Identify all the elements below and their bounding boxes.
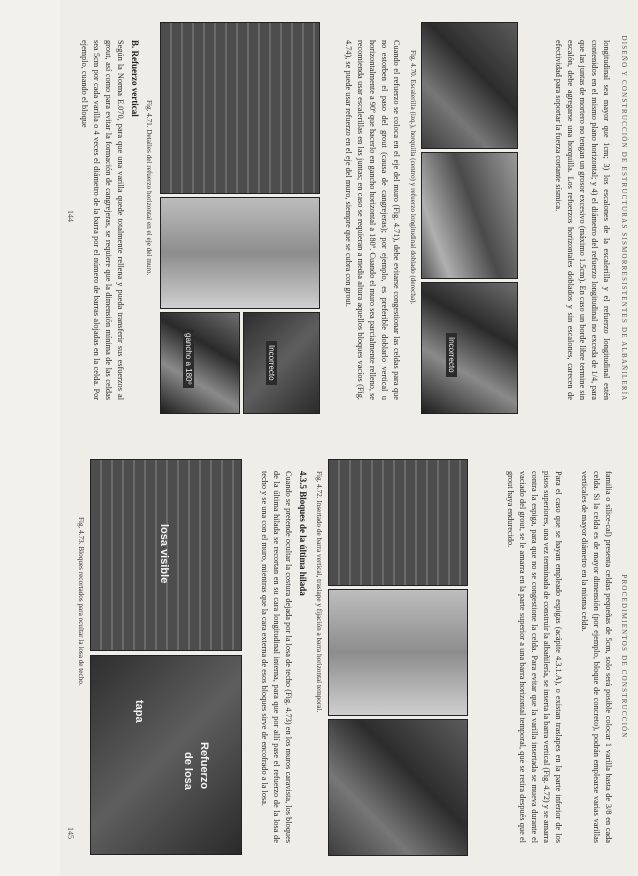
label-gancho: gancho a 180º (183, 329, 194, 388)
photo-refuerzo-eje-muro (160, 22, 320, 194)
photo-detalle-2 (160, 312, 240, 414)
photo-detalle-1 (243, 312, 320, 414)
paragraph: Para el caso que se hayan empleado espigas (acápite 4.3.1.A), o existan traslapes en la parte inferior de los pisos superiores, una vez terminada de construir la albañilería, se inserta la barra vertical (Fig. 4.72) y se amarra contra la espiga, para que no se congestione la celda. Para evitar que la varilla insertada se mueva durante el vaciado del grout, se le amarra en la parte superior a una barra horizontal temporal, que se retira después que el grout haya endurecido. (506, 471, 563, 843)
paragraph: familia o sílice-cal) presenta celdas pequeñas de 5cm, solo será posible colocar 1 varilla hasta de 3/8 en cada celda. Si la celda es de mayor dimensión (por ejemplo, bloque de concreto), podrán emplearse varias varillas verticales de mayor diámetro en la misma celda. (580, 471, 613, 843)
page-number: 145 (66, 827, 75, 839)
photo-refuerzo-doblado (421, 282, 518, 414)
running-header: DISEÑO Y CONSTRUCCIÓN DE ESTRUCTURAS SISMORRESISTENTES DE ALBAÑILERÍA (620, 35, 628, 402)
page-margin (0, 0, 60, 876)
paragraph: Según la Norma E.070, para que una varilla quede totalmente rellena y pueda transferir sus esfuerzos al grout, así como para evitar la formación de cangrejeras, se requiere que la dimensión mínima de las celdas sea 5cm por cada varilla o 4 veces el diámetro de la barra por el número de barras alojadas en la celda. Por ejemplo, cuando el bloque (80, 40, 125, 400)
left-page (60, 0, 638, 438)
figure-caption: Fig. 4.72. Insertado de barra vertical, traslape y fijación a barra horizontal temporal. (315, 471, 323, 713)
label-tapa: tapa (133, 700, 145, 723)
photo-insertado-barra (328, 459, 468, 586)
label-incorrecto: Incorrecto (266, 341, 277, 385)
label-incorrecto: Incorrecto (446, 333, 457, 377)
paragraph: longitudinal sea mayor que 1cm; 3) los escalones de la escalerilla y el refuerzo longitudinal estén contenidos en el mismo plano horizontal; y 4) el diámetro del refuerzo longitudinal no exceda de 1/4, para que las juntas de mortero no tengan un grosor excesivo (máximo 1.5cm). En caso un borde libre termine sin escalón, debe agregarse una horquilla. Los refuerzos horizontales doblados y sin escalones, carecen de efectividad para soportar la fuerza cortante sísmica. (554, 40, 611, 400)
right-page (60, 437, 638, 876)
figure-caption: Fig. 4.73. Bloques recortados para ocultar la losa de techo. (77, 517, 85, 686)
section-title: 4.3.5 Bloques de la última hilada (298, 471, 308, 596)
label-de-losa: de losa (182, 752, 194, 790)
photo-traslape (328, 589, 468, 716)
photo-refuerzo-vertical (160, 197, 320, 309)
label-refuerzo: Refuerzo (198, 742, 210, 790)
running-header: PROCEDIMIENTOS DE CONSTRUCCIÓN (620, 574, 628, 739)
figure-caption: Fig. 4.71. Detalles del refuerzo horizontal en el eje del muro. (145, 100, 153, 276)
photo-barra-temporal (328, 719, 468, 856)
section-title: B. Refuerzo vertical (130, 40, 140, 117)
left-page-content (60, 0, 638, 437)
paragraph: Cuando el refuerzo se coloca en el eje del muro (Fig. 4.71), debe evitarse congestionar las celdas para que no estorben el paso del grout (causa de cangrejeras); por ejemplo, es preferible doblarlo vertical u horizontalmente a 90º que hacerlo en gancho horizontal a 180º. Cuando el muro sea parcialmente relleno, se recomienda usar escalerillas en las juntas; en caso se requieran a media altura aquellos bloques vacíos (Fig. 4.74), se puede usar refuerzo en el eje del muro, siempre que se cubra con grout. (344, 40, 401, 400)
photo-refuerzo-losa (90, 655, 242, 855)
photo-horquilla (421, 152, 518, 279)
right-page-content (60, 437, 638, 876)
figure-caption: Fig. 4.70. Escalerilla (izq.), horquilla (centro) y refuerzo longitudinal doblado (derecha). (409, 50, 417, 305)
photo-losa-visible (90, 459, 242, 651)
page-number: 144 (66, 210, 75, 222)
paragraph: Cuando se pretende ocultar la costura dejada por la losa de techo (Fig. 4.73) en los muros caravista, los bloques de la última hilada se recortan en su cara longitudinal interna, para que por allí pase el refuerzo de la losa de techo y se una con el muro, mientras que la cara externa de esos bloques sirve de encofrado a la losa. (260, 471, 293, 843)
photo-escalerilla (421, 22, 518, 149)
label-losa-visible: losa visible (158, 524, 170, 584)
